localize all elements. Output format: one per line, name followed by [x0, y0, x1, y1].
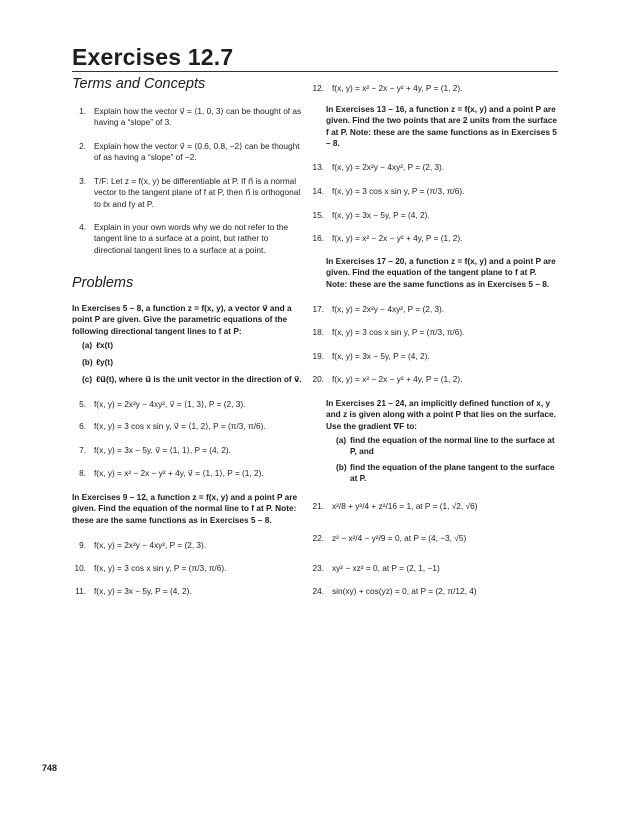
title-rule	[72, 71, 558, 72]
exercise-number: 18.	[312, 327, 324, 337]
exercise-number: 12.	[312, 83, 324, 93]
exercise-text: f(x, y) = x² − 2x − y² + 4y, P = (1, 2).	[332, 374, 463, 384]
exercise-text: f(x, y) = 3 cos x sin y, P = (π/3, π/6).	[332, 327, 465, 337]
sub-item-label: (a)	[336, 435, 347, 445]
exercise-number: 19.	[312, 351, 324, 361]
exercise-text: f(x, y) = 2x²y − 4xy², P = (2, 3).	[94, 540, 207, 550]
exercise-number: 11.	[75, 586, 86, 596]
sub-item-text: find the equation of the plane tangent to the surface at P.	[350, 462, 555, 484]
exercise-text: f(x, y) = 3x − 5y, P = (4, 2).	[94, 586, 192, 596]
sub-item-text: ℓu⃗(t), where u⃗ is the unit vector in the direction of v⃗.	[96, 374, 302, 384]
exercise-number: 6.	[79, 421, 86, 431]
exercise-number: 2.	[79, 141, 86, 151]
exercise-text: f(x, y) = x² − 2x − y² + 4y, v⃗ = ⟨1, 1⟩, P = (1, 2).	[94, 468, 264, 478]
exercise-number: 1.	[79, 106, 86, 116]
sub-item-label: (a)	[82, 340, 93, 350]
exercise-text: f(x, y) = 2x²y − 4xy², P = (2, 3).	[332, 162, 445, 172]
exercise-number: 17.	[312, 304, 324, 314]
page-title: Exercises 12.7	[72, 44, 234, 70]
instructions-21-24: In Exercises 21 – 24, an implicitly defined function of x, y and z is given along with a point P that lies on the surface. Use the gradient ∇F to:	[326, 398, 556, 431]
problems-heading: Problems	[72, 275, 134, 291]
exercise-text: f(x, y) = 3 cos x sin y, P = (π/3, π/6).	[332, 186, 465, 196]
exercise-number: 7.	[79, 445, 86, 455]
exercise-text: sin(xy) + cos(yz) = 0, at P = (2, π/12, 4)	[332, 586, 477, 596]
exercise-number: 5.	[79, 399, 86, 409]
exercise-text: f(x, y) = 3 cos x sin y, v⃗ = ⟨1, 2⟩, P = (π/3, π/6).	[94, 421, 266, 431]
terms-heading: Terms and Concepts	[72, 76, 206, 92]
exercise-text: f(x, y) = 2x²y − 4xy², P = (2, 3).	[332, 304, 445, 314]
page-number: 748	[42, 763, 58, 773]
exercise-text: x²/8 + y²/4 + z²/16 = 1, at P = (1, √2, √6)	[332, 501, 478, 511]
instructions-9-12: In Exercises 9 – 12, a function z = f(x, y) and a point P are given. Find the equation of the normal line to f at P. Note: these are the same functions as in Exercises 5 – 8.	[72, 492, 298, 525]
instructions-17-20: In Exercises 17 – 20, a function z = f(x, y) and a point P are given. Find the equation of the tangent plane to f at P. Note: these are the same functions as in Exercises 5 – 8.	[326, 256, 556, 289]
exercise-text: xy² − xz² = 0, at P = (2, 1, −1)	[332, 563, 440, 573]
sub-item-label: (b)	[336, 462, 347, 472]
exercise-number: 16.	[312, 233, 324, 243]
exercise-number: 4.	[79, 222, 86, 232]
instructions-5-8: In Exercises 5 – 8, a function z = f(x, y), a vector v⃗ and a point P are given. Give the parametric equations of the following directional tangent lines to f at P:	[72, 303, 292, 336]
exercise-text: f(x, y) = x² − 2x − y² + 4y, P = (1, 2).	[332, 233, 463, 243]
exercise-number: 23.	[312, 563, 324, 573]
exercise-text: z² − x²/4 − y²/9 = 0, at P = (4, −3, √5)	[332, 533, 467, 543]
sub-item-label: (b)	[82, 357, 93, 367]
sub-item-text: ℓy(t)	[96, 357, 113, 367]
exercise-text: f(x, y) = 3x − 5y, P = (4, 2).	[332, 351, 430, 361]
exercise-text: f(x, y) = 3 cos x sin y, P = (π/3, π/6).	[94, 563, 227, 573]
exercise-number: 24.	[312, 586, 324, 596]
exercise-text: f(x, y) = x² − 2x − y² + 4y, P = (1, 2).	[332, 83, 463, 93]
exercise-text: Explain in your own words why we do not refer to the tangent line to a surface at a point, but rather to directional tangent lines to a surface at a point.	[94, 222, 289, 255]
exercise-number: 20.	[312, 374, 324, 384]
instructions-13-16: In Exercises 13 – 16, a function z = f(x, y) and a point P are given. Find the two points that are 2 units from the surface f at P. Note: these are the same functions as in Exercises 5 – 8.	[326, 104, 557, 148]
sub-item-text: ℓx(t)	[96, 340, 113, 350]
exercise-text: f(x, y) = 3x − 5y, P = (4, 2).	[332, 210, 430, 220]
exercise-text: f(x, y) = 3x − 5y, v⃗ = ⟨1, 1⟩, P = (4, 2).	[94, 445, 231, 455]
exercise-number: 15.	[312, 210, 324, 220]
exercise-text: f(x, y) = 2x²y − 4xy², v⃗ = ⟨1, 3⟩, P = (2, 3).	[94, 399, 246, 409]
exercise-text: Explain how the vector v⃗ = ⟨1, 0, 3⟩ can be thought of as having a “slope” of 3.	[94, 106, 302, 128]
sub-item-text: find the equation of the normal line to the surface at P, and	[350, 435, 555, 457]
exercise-number: 13.	[312, 162, 324, 172]
exercise-number: 21.	[312, 501, 324, 511]
exercise-number: 9.	[79, 540, 86, 550]
exercise-number: 14.	[312, 186, 324, 196]
exercise-number: 22.	[312, 533, 324, 543]
exercise-number: 10.	[74, 563, 86, 573]
exercise-text: Explain how the vector v⃗ = ⟨0.6, 0.8, −2⟩ can be thought of as having a “slope” of −2.	[94, 141, 300, 163]
exercise-number: 3.	[79, 176, 86, 186]
exercise-number: 8.	[79, 468, 86, 478]
sub-item-label: (c)	[82, 374, 93, 384]
exercise-text: T/F: Let z = f(x, y) be differentiable at P. If n⃗ is a normal vector to the tangent plane of f at P, then n⃗ is orthogonal to ℓx and ℓy at P.	[94, 176, 301, 209]
